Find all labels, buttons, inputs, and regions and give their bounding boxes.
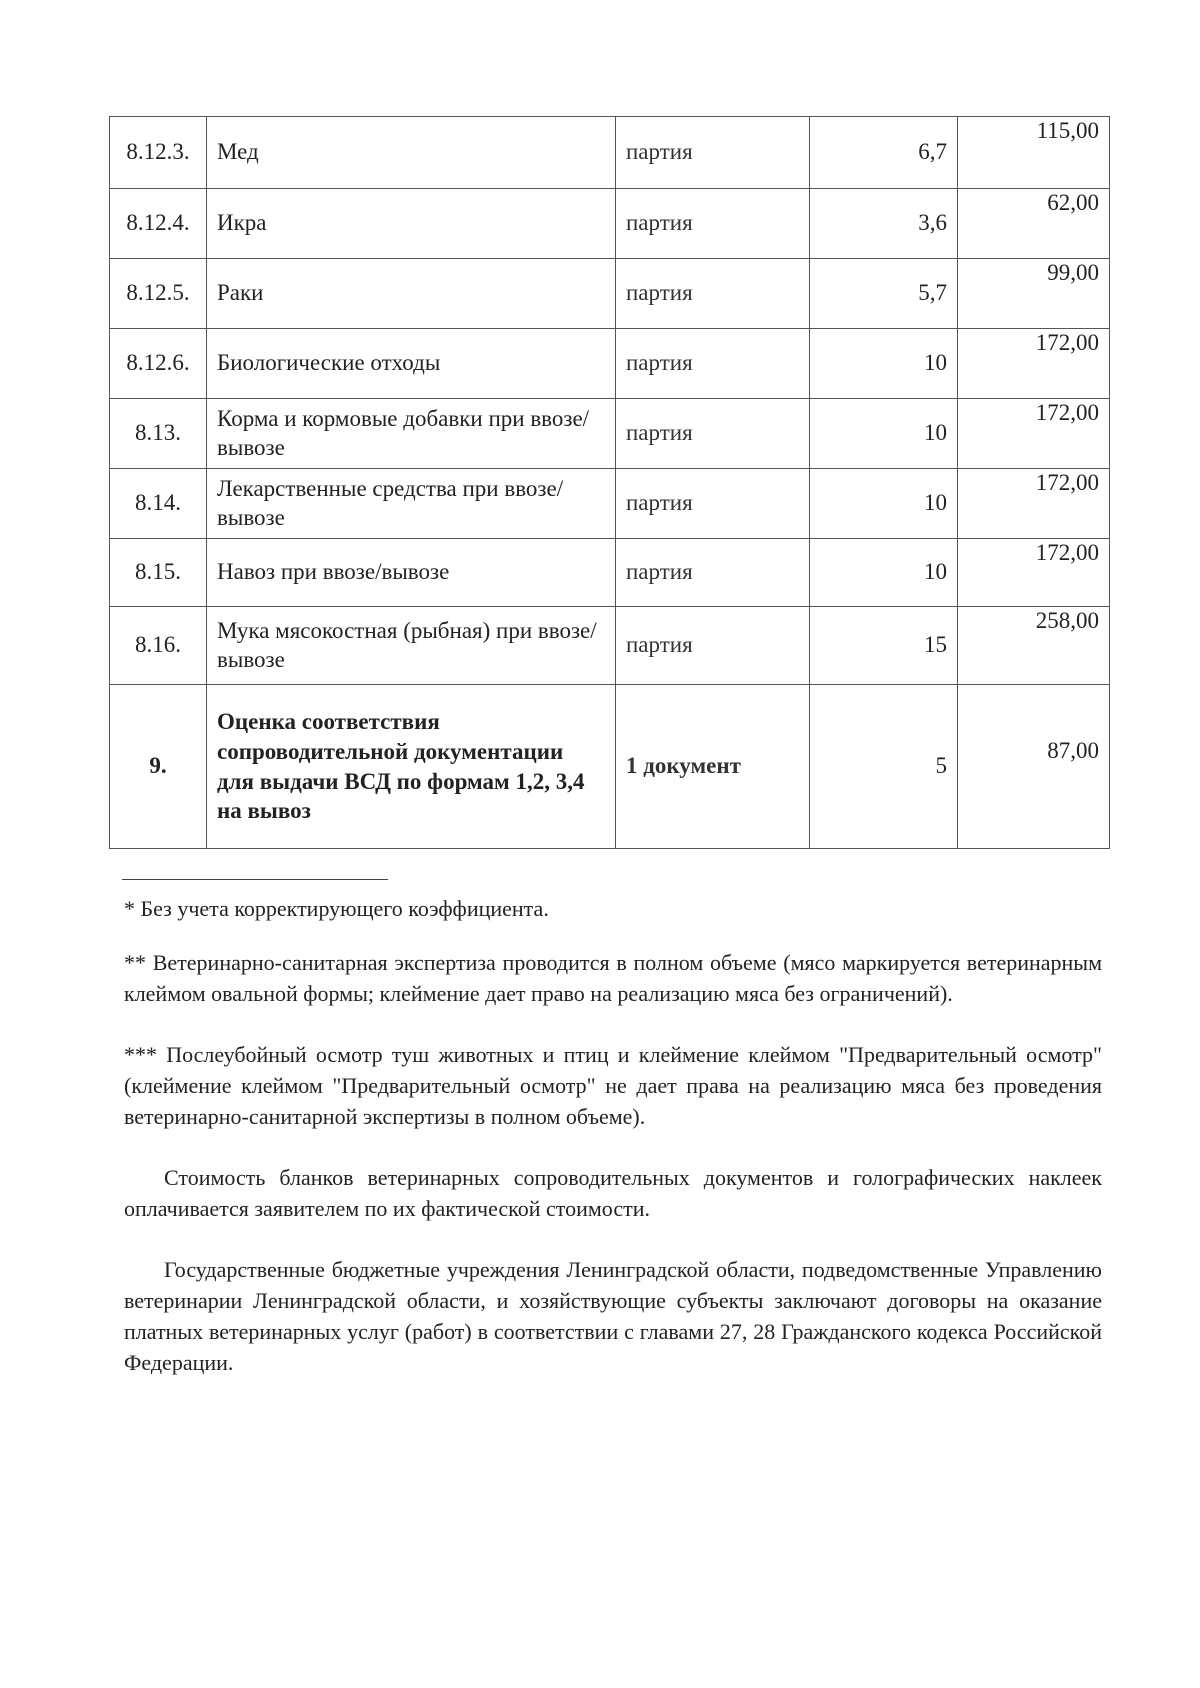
- row-service-name: Оценка соответствия сопроводительной документации для выдачи ВСД по формам 1,2, 3,4 на вывоз: [207, 685, 616, 849]
- row-norm: 10: [810, 399, 958, 469]
- row-service-name: Навоз при ввозе/вывозе: [207, 539, 616, 607]
- row-service-name: Лекарственные средства при ввозе/вывозе: [207, 469, 616, 539]
- row-service-name: Мед: [207, 117, 616, 189]
- table-row: [110, 539, 1110, 607]
- row-norm: 10: [810, 329, 958, 399]
- footnote-2: ** Ветеринарно-санитарная экспертиза проводится в полном объеме (мясо маркируется ветеринарным клеймом овальной формы; клеймение дает право на реализацию мяса без ограничений).: [124, 950, 1102, 1006]
- row-number: 8.12.5.: [110, 259, 207, 329]
- footnote-1: * Без учета корректирующего коэффициента.: [124, 896, 549, 921]
- row-norm: 5,7: [810, 259, 958, 329]
- row-unit: партия: [616, 329, 810, 399]
- row-number: 8.16.: [110, 607, 207, 685]
- row-service-name: Икра: [207, 189, 616, 259]
- row-unit: партия: [616, 399, 810, 469]
- row-unit: 1 документ: [616, 685, 810, 849]
- row-price: 87,00: [958, 685, 1110, 849]
- row-unit: партия: [616, 259, 810, 329]
- row-price: 172,00: [958, 539, 1110, 607]
- row-number: 8.13.: [110, 399, 207, 469]
- row-norm: 5: [810, 685, 958, 849]
- paragraph-blank-cost: Стоимость бланков ветеринарных сопроводительных документов и голографических наклеек оплачивается заявителем по их фактической стоимости.: [124, 1165, 1102, 1221]
- row-number: 8.12.4.: [110, 189, 207, 259]
- row-price: 172,00: [958, 469, 1110, 539]
- row-service-name: Раки: [207, 259, 616, 329]
- row-unit: партия: [616, 539, 810, 607]
- table-row: [110, 607, 1110, 685]
- row-number: 9.: [110, 685, 207, 849]
- table-row: [110, 685, 1110, 849]
- row-number: 8.12.3.: [110, 117, 207, 189]
- row-unit: партия: [616, 469, 810, 539]
- table-row: [110, 259, 1110, 329]
- row-service-name: Корма и кормовые добавки при ввозе/вывозе: [207, 399, 616, 469]
- footnote-3: *** Послеубойный осмотр туш животных и птиц и клеймение клеймом "Предварительный осмотр" (клеймение клеймом "Предварительный осмотр" не дает права на реализацию мяса без проведения ветеринарно-санитарной экспертизы в полном объеме).: [124, 1042, 1102, 1129]
- table-row: [110, 469, 1110, 539]
- row-price: 115,00: [958, 117, 1110, 189]
- table-row: [110, 399, 1110, 469]
- row-norm: 6,7: [810, 117, 958, 189]
- table-row: [110, 189, 1110, 259]
- row-number: 8.15.: [110, 539, 207, 607]
- paragraph-contracts: Государственные бюджетные учреждения Ленинградской области, подведомственные Управлению ветеринарии Ленинградской области, и хозяйствующие субъекты заключают договоры на оказание платных ветеринарных услуг (работ) в соответствии с главами 27, 28 Гражданского кодекса Российской Федерации.: [124, 1257, 1102, 1375]
- row-price: 99,00: [958, 259, 1110, 329]
- row-price: 172,00: [958, 399, 1110, 469]
- row-price: 62,00: [958, 189, 1110, 259]
- footnotes: [124, 893, 1102, 1408]
- row-service-name: Биологические отходы: [207, 329, 616, 399]
- row-number: 8.12.6.: [110, 329, 207, 399]
- row-norm: 3,6: [810, 189, 958, 259]
- row-price: 172,00: [958, 329, 1110, 399]
- table-row: [110, 117, 1110, 189]
- table-row: [110, 329, 1110, 399]
- row-norm: 10: [810, 469, 958, 539]
- row-number: 8.14.: [110, 469, 207, 539]
- row-price: 258,00: [958, 607, 1110, 685]
- row-unit: партия: [616, 189, 810, 259]
- footnote-separator: [122, 879, 388, 880]
- row-service-name: Мука мясокостная (рыбная) при ввозе/вывозе: [207, 607, 616, 685]
- row-unit: партия: [616, 117, 810, 189]
- row-norm: 15: [810, 607, 958, 685]
- row-norm: 10: [810, 539, 958, 607]
- row-unit: партия: [616, 607, 810, 685]
- tariff-table: [109, 116, 1110, 849]
